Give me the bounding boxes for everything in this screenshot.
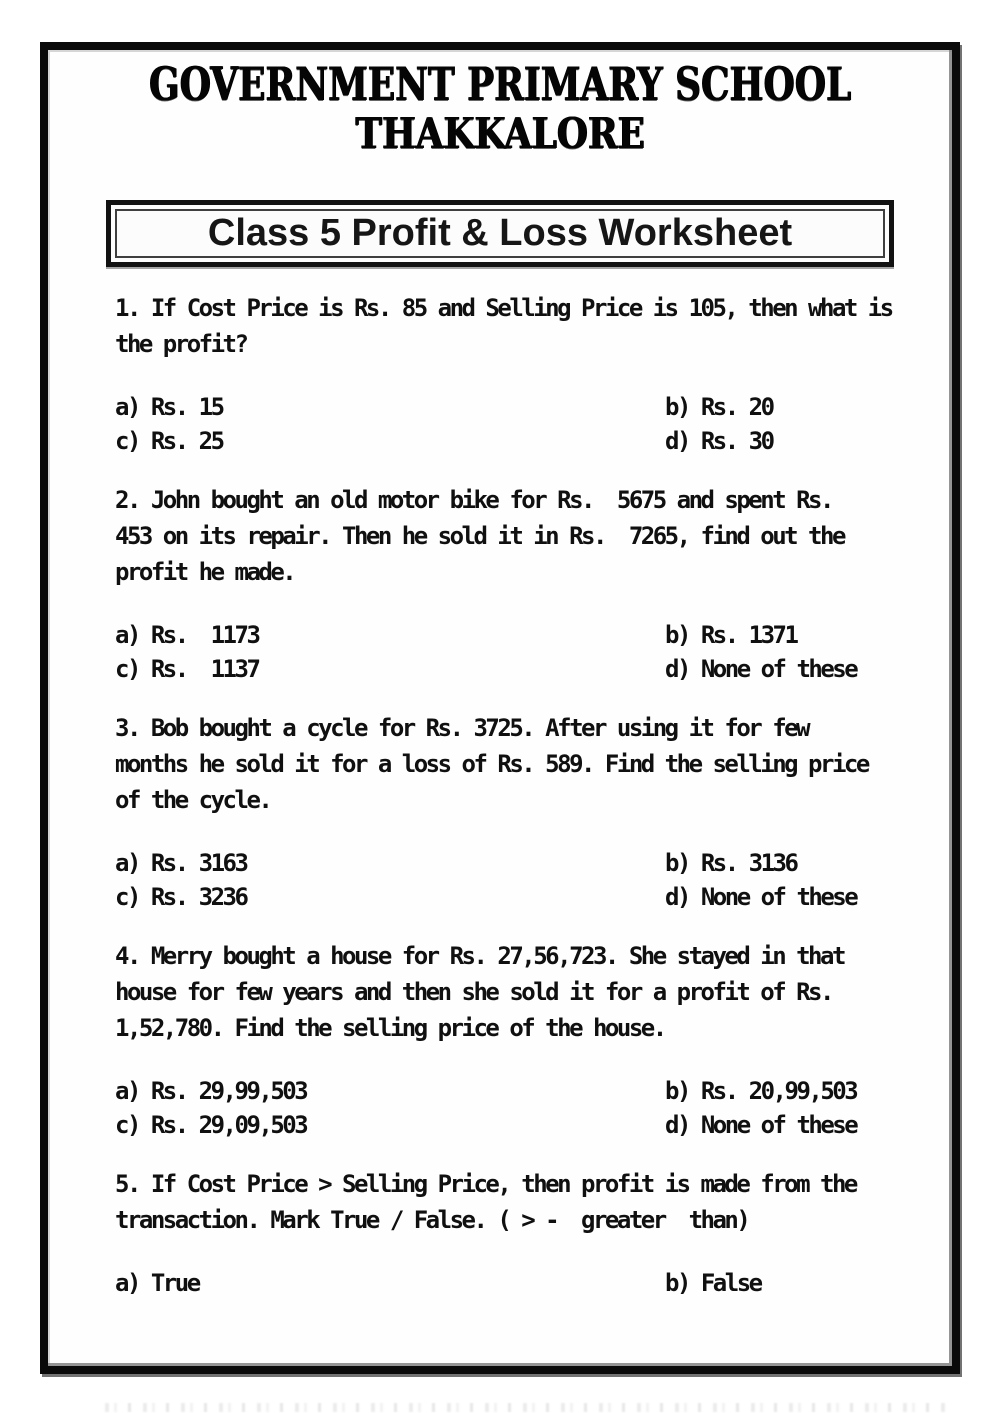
school-name-line1: GOVERNMENT PRIMARY SCHOOL: [148, 57, 852, 111]
question-4-options: [115, 1074, 904, 1142]
question-3-option-b[interactable]: b) Rs. 3136: [665, 849, 797, 877]
question-2: [115, 482, 904, 686]
question-3-option-c[interactable]: c) Rs. 3236: [115, 883, 247, 911]
option-row: [115, 1266, 904, 1300]
question-3-text-line-2: months he sold it for a loss of Rs. 589. Find the selling price: [115, 750, 868, 778]
option-row: [115, 618, 904, 652]
question-5-option-a[interactable]: a) True: [115, 1269, 199, 1297]
question-2-option-d[interactable]: d) None of these: [665, 655, 857, 683]
option-row: [115, 390, 904, 424]
questions-section: [48, 267, 952, 1300]
question-4-option-d[interactable]: d) None of these: [665, 1111, 857, 1139]
question-2-text-line-1: 2. John bought an old motor bike for Rs. 5675 and spent Rs.: [115, 486, 832, 514]
option-row: [115, 846, 904, 880]
option-row: [115, 880, 904, 914]
question-3: [115, 710, 904, 914]
question-2-option-a[interactable]: a) Rs. 1173: [115, 621, 259, 649]
question-2-text-line-3: profit he made.: [115, 558, 295, 586]
question-5-text-line-1: 5. If Cost Price > Selling Price, then profit is made from the: [115, 1170, 856, 1198]
question-1: [115, 290, 904, 458]
question-1-option-a[interactable]: a) Rs. 15: [115, 393, 223, 421]
question-2-option-c[interactable]: c) Rs. 1137: [115, 655, 259, 683]
question-3-option-d[interactable]: d) None of these: [665, 883, 857, 911]
question-4-text-line-1: 4. Merry bought a house for Rs. 27,56,723. She stayed in that: [115, 942, 844, 970]
question-1-options: [115, 390, 904, 458]
question-1-text-line-2: the profit?: [115, 330, 247, 358]
question-2-options: [115, 618, 904, 686]
school-name-line2: THAKKALORE: [355, 109, 645, 158]
question-1-option-c[interactable]: c) Rs. 25: [115, 427, 223, 455]
question-5-option-b[interactable]: b) False: [665, 1269, 761, 1297]
question-1-text-line-1: 1. If Cost Price is Rs. 85 and Selling Price is 105, then what is: [115, 294, 892, 322]
cut-off-text-remnant: [105, 1403, 945, 1412]
option-row: [115, 424, 904, 458]
question-5: [115, 1166, 904, 1300]
option-row: [115, 652, 904, 686]
question-2-option-b[interactable]: b) Rs. 1371: [665, 621, 797, 649]
question-3-text-line-1: 3. Bob bought a cycle for Rs. 3725. After using it for few: [115, 714, 809, 742]
school-name: [48, 58, 952, 158]
question-2-text-line-2: 453 on its repair. Then he sold it in Rs. 7265, find out the: [115, 522, 844, 550]
option-row: [115, 1074, 904, 1108]
question-5-text-line-2: transaction. Mark True / False. ( > - greater than): [115, 1206, 749, 1234]
question-4-option-b[interactable]: b) Rs. 20,99,503: [665, 1077, 857, 1105]
question-4-text-line-2: house for few years and then she sold it for a profit of Rs.: [115, 978, 832, 1006]
question-3-options: [115, 846, 904, 914]
question-3-option-a[interactable]: a) Rs. 3163: [115, 849, 247, 877]
worksheet-page-border: [40, 42, 960, 1374]
option-row: [115, 1108, 904, 1142]
worksheet-title: Class 5 Profit & Loss Worksheet: [115, 209, 885, 258]
question-1-option-b[interactable]: b) Rs. 20: [665, 393, 773, 421]
question-3-text-line-3: of the cycle.: [115, 786, 271, 814]
worksheet-title-box: [106, 200, 894, 267]
question-4-text-line-3: 1,52,780. Find the selling price of the house.: [115, 1014, 665, 1042]
question-1-option-d[interactable]: d) Rs. 30: [665, 427, 773, 455]
question-4-option-a[interactable]: a) Rs. 29,99,503: [115, 1077, 307, 1105]
question-4: [115, 938, 904, 1142]
question-4-option-c[interactable]: c) Rs. 29,09,503: [115, 1111, 307, 1139]
question-5-options: [115, 1266, 904, 1300]
